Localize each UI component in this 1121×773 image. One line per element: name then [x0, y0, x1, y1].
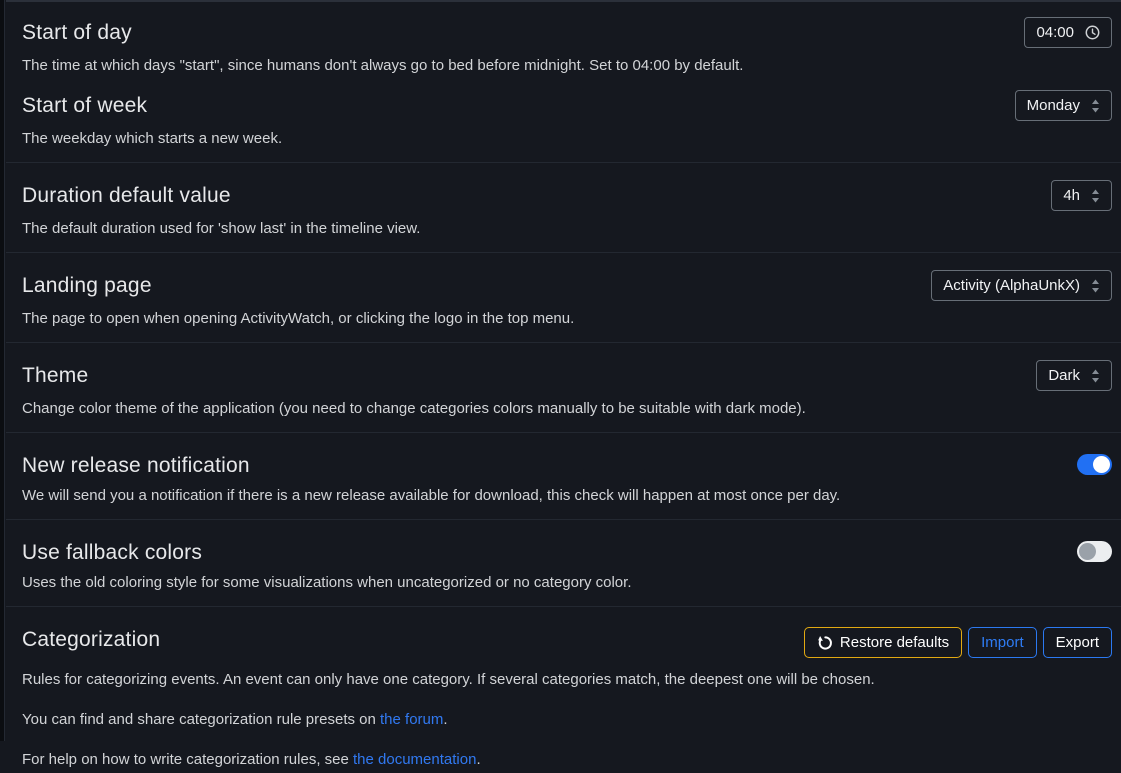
chevron-updown-icon: [1091, 369, 1100, 383]
setting-row-theme: [6, 343, 1121, 433]
landing-page-select[interactable]: [931, 270, 1112, 301]
setting-row-landing-page: [6, 253, 1121, 343]
duration-default-select[interactable]: [1051, 180, 1112, 211]
setting-section-categorization: [6, 607, 1121, 773]
select-value: Dark: [1048, 367, 1080, 384]
use-fallback-colors-description: Uses the old coloring style for some visualizations when uncategorized or no category color.: [22, 574, 632, 591]
forum-link[interactable]: the forum: [380, 711, 444, 728]
setting-row-start-of-day: [6, 2, 1121, 83]
start-of-day-title: Start of day: [22, 21, 132, 44]
import-button[interactable]: Import: [968, 627, 1037, 658]
setting-row-new-release-notification: [6, 433, 1121, 520]
categorization-actions: [804, 627, 1112, 658]
categorization-paragraphs: [22, 672, 1112, 767]
categorization-presets-text: [22, 712, 1112, 727]
new-release-notification-description: We will send you a notification if there is a new release available for download, this check will happen at most once per day.: [22, 487, 841, 504]
text: For help on how to write categorization rules, see: [22, 751, 354, 768]
start-of-week-description: The weekday which starts a new week.: [22, 130, 283, 147]
use-fallback-colors-title: Use fallback colors: [22, 541, 203, 564]
setting-row-start-of-week: [6, 83, 1121, 163]
toggle-knob: [1079, 543, 1096, 560]
window-left-edge: [0, 0, 5, 741]
categorization-title: Categorization: [22, 628, 161, 651]
setting-row-use-fallback-colors: [6, 520, 1121, 607]
start-of-week-title: Start of week: [22, 94, 148, 117]
chevron-updown-icon: [1091, 279, 1100, 293]
restore-defaults-label: Restore defaults: [839, 634, 950, 651]
select-value: 4h: [1063, 187, 1080, 204]
text: .: [443, 711, 448, 728]
use-fallback-colors-toggle[interactable]: [1077, 541, 1112, 562]
export-button[interactable]: Export: [1043, 627, 1112, 658]
start-of-week-select[interactable]: [1015, 90, 1112, 121]
settings-page: [6, 0, 1121, 768]
text: .: [476, 751, 481, 768]
start-of-day-time-input[interactable]: [1024, 17, 1112, 48]
select-value: Activity (AlphaUnkX): [943, 277, 1080, 294]
theme-select[interactable]: [1036, 360, 1112, 391]
restore-defaults-button[interactable]: [804, 627, 962, 658]
categorization-help-text: [22, 752, 1112, 767]
toggle-knob: [1093, 456, 1110, 473]
setting-row-duration-default: [6, 163, 1121, 253]
landing-page-title: Landing page: [22, 274, 152, 297]
time-value: 04:00: [1036, 24, 1074, 41]
undo-restore-icon: [817, 635, 833, 651]
theme-title: Theme: [22, 364, 89, 387]
categorization-rules-text: Rules for categorizing events. An event can only have one category. If several categories match, the deepest one will be chosen.: [22, 671, 875, 688]
text: You can find and share categorization rule presets on: [22, 711, 381, 728]
start-of-day-description: The time at which days "start", since humans don't always go to bed before midnight. Set to 04:00 by default.: [22, 57, 744, 74]
duration-default-title: Duration default value: [22, 184, 231, 207]
chevron-updown-icon: [1091, 99, 1100, 113]
landing-page-description: The page to open when opening ActivityWatch, or clicking the logo in the top menu.: [22, 310, 575, 327]
select-value: Monday: [1026, 97, 1080, 114]
new-release-notification-title: New release notification: [22, 454, 250, 477]
new-release-notification-toggle[interactable]: [1077, 454, 1112, 475]
documentation-link[interactable]: the documentation: [353, 751, 477, 768]
duration-default-description: The default duration used for 'show last' in the timeline view.: [22, 220, 421, 237]
theme-description: Change color theme of the application (you need to change categories colors manually to be suitable with dark mode).: [22, 400, 806, 417]
chevron-updown-icon: [1091, 189, 1100, 203]
clock-icon: [1085, 25, 1100, 40]
